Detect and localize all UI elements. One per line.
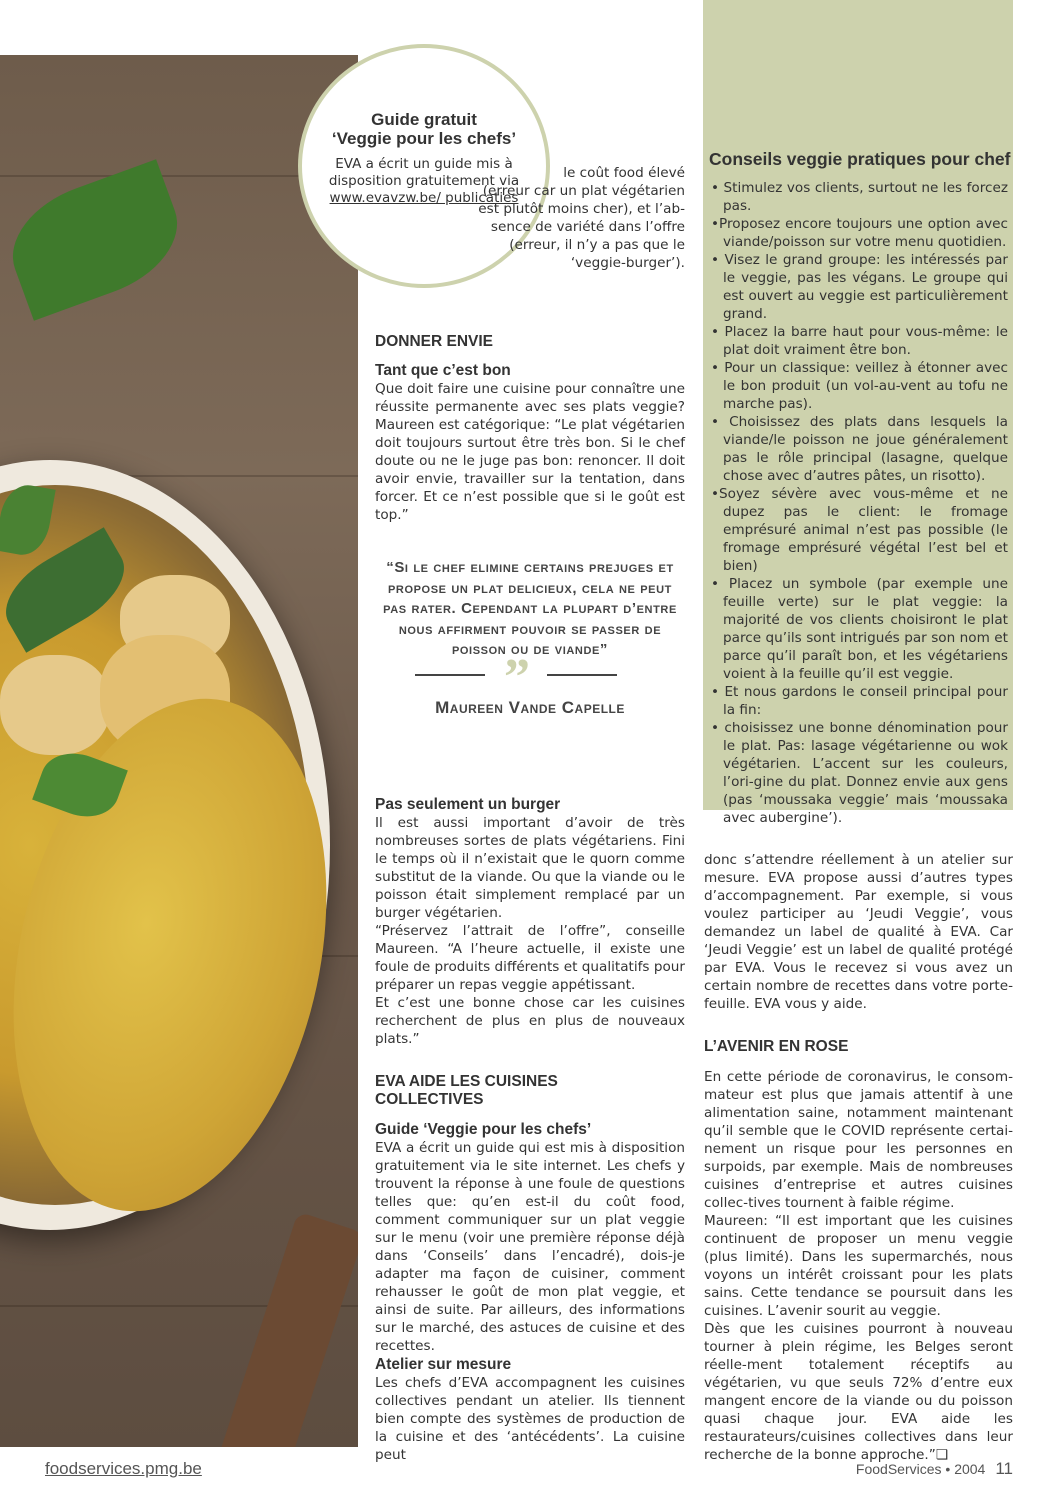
section-pas-seulement: Pas seulement un burger Il est aussi important d’avoir de très nombreuses sortes de plats végétariens. Fini le temps où il n’existait que le quorn comme substitut de la viande. Ou que la viande ou le poisson était simplement remplacé par un burger végétarien. “Préservez l’attrait de l’offre”, conseille Maureen. “A l’heure actuelle, il existe une foule de produits différents et qualitatifs pour préparer un repas veggie appétissant. Et c’est une bonne chose car les cuisines recherchent de plus en plus de nouveaux plats.” [375,796,685,1047]
section-donner-envie: Tant que c’est bon Que doit faire une cuisine pour connaître une réussite permanente avec ses plats veggie? Maureen est catégorique: “Le plat végétarien doit toujours surtout être très bon. Si le chef doute ou ne le juge pas bon: renoncer. Il doit avoir envie, travailler sur la tentation, dans forcer. Et ce n’est possible que si le goût est top.” [375,362,685,523]
section-title-avenir: L’AVENIR EN ROSE [704,1038,849,1055]
section-title-donner-envie: DONNER ENVIE [375,333,493,350]
section-avenir: En cette période de coronavirus, le consom-mateur est plus que jamais attentif à une alimentation saine, notamment maintenant qu’il semble que le COVID représente certai-nement un risque pour les personnes en surpoids, par exemple. Mais de nombreuses cuisines d’entreprise et autres cuisines collec-tives tournent à faible régime. Maureen: “Il est important que les cuisines continuent de proposer un menu veggie (plus limité). Dans les supermarchés, nous voyons un intérêt croissant pour les plats sains. Cette tendance se poursuit dans les cuisines. L’avenir sourit au veggie. Dès que les cuisines pourront à nouveau tourner à plein régime, les Belges seront réelle-ment totalement réceptifs au végétarien, vu que seuls 72% d’entre eux mangent encore de la viande ou du poisson quasi chaque jour. EVA aide les restaurateurs/cuisines collectives dans leur recherche de la bonne approche.”❏ [704,1069,1013,1463]
issue-label: FoodServices • 2004 [855,1461,986,1477]
circle-title: Guide gratuit ‘Veggie pour les chefs’ [331,110,517,148]
tip-item: • Pour un classique: veillez à étonner avec le bon produit (un vol-au-vent au tofu ne marche pas). [711,360,1008,412]
quote-mark-icon: ” [504,649,530,706]
tips-title: Conseils veggie pratiques pour chef [709,149,1011,169]
page-number: 11 [995,1459,1013,1478]
subtitle-tant-que: Tant que c’est bon [375,362,511,379]
section-atelier: Atelier sur mesure Les chefs d’EVA accompagnent les cuisines collectives pendant un atelier. Ils tiennent bien compte des systèmes de production de la cuisine et des ‘antécédents’. La cuisine peut [375,1356,685,1463]
subtitle-atelier: Atelier sur mesure [375,1356,512,1373]
quote-divider [415,649,615,706]
pull-quote: “Si le chef elimine certains prejuges et propose un plat delicieux, cela ne peut pas rater. Cependant la plupart d’entre nous affirment pouvoir se passer de poisson ou de viande” [383,559,677,658]
tip-item: • Choisissez des plats dans lesquels la viande/le poisson ne joue généralement pas le rôle principal (lasagne, quelque chose avec d’autres pâtes, un risotto). [711,414,1008,484]
tip-item: •Soyez sévère avec vous-même et ne dupez pas le client: le fromage emprésuré animal n’est pas possible (le fromage emprésuré végétal l’est bel et bien) [711,486,1008,574]
tips-list [711,179,1008,827]
quote-author: Maureen Vande Capelle [435,698,625,717]
footer-site-link[interactable]: foodservices.pmg.be [45,1459,202,1478]
section-guide: Guide ‘Veggie pour les chefs’ EVA a écrit un guide qui est mis à disposition gratuitement via le site internet. Les chefs y trouvent la réponse à une foule de questions telles que: qu’en est-il du coût food, comment communiquer sur un plat veggie sur le menu (voir une première réponse déjà dans ‘Conseils’ dans l’encadré), dois-je adapter ma façon de cuisiner, comment rehausser le goût de mon plat veggie, et ainsi de suite. Par ailleurs, des informations sur le marché, des astuces de cuisine et des recettes. [375,1121,685,1354]
tip-item: • Et nous gardons le conseil principal pour la fin: [711,684,1008,718]
footer-issue [856,1459,1013,1479]
subtitle-guide: Guide ‘Veggie pour les chefs’ [375,1121,592,1138]
tip-item: • choisissez une bonne dénomination pour le plat. Pas: lasage végétarienne ou wok végétarien. L’accent sur les couleurs, l’ori-gine du plat. Donnez envie aux gens (pas ‘moussaka veggie’ mais ‘moussaka avec aubergine’). [711,720,1008,826]
tip-item: • Placez la barre haut pour vous-même: le plat doit vraiment être bon. [711,324,1008,358]
subtitle-pas-seulement: Pas seulement un burger [375,796,561,813]
intro-text: le coût food élevé (erreur car un plat végétarien est plutôt moins cher), et l’ab-sence de variété dans l’offre (erreur, il n’y a pas que le ‘veggie-burger’). [478,165,685,271]
tip-item: • Stimulez vos clients, surtout ne les forcez pas. [711,180,1008,214]
tip-item: •Proposez encore toujours une option avec viande/poisson sur votre menu quotidien. [711,216,1008,250]
continuation-text: donc s’attendre réellement à un atelier sur mesure. EVA propose aussi d’autres types d’accompagnement. Par exemple, si vous voulez participer au ‘Jeudi Veggie’, vous demandez un label de qualité à EVA. Car ‘Jeudi Veggie’ est un label de qualité protégé par EVA. Vous le recevez si vous avez un certain nombre de recettes dans votre porte-feuille. EVA vous y aide. [704,852,1013,1012]
tip-item: • Placez un symbole (par exemple une feuille verte) sur le plat veggie: la majorité de vos clients choisiront le plat parce qu’ils sont intrigués par son nom et parce qu’il paraît bon, et les végétariens voient à la feuille qu’il est veggie. [711,576,1008,682]
circle-text: EVA a écrit un guide mis à disposition gratuitement via www.evavzw.be/ publicaties [328,156,520,206]
evavzw-link[interactable]: www.evavzw.be/ publicaties [329,190,519,206]
section-title-eva-aide: EVA AIDE LES CUISINES COLLECTIVES [375,1073,558,1108]
tip-item: • Visez le grand groupe: les intéressés par le veggie, pas les végans. Le groupe qui est ouvert au veggie est particulièrement grand. [711,252,1008,322]
food-bowl-photo [0,55,358,1447]
